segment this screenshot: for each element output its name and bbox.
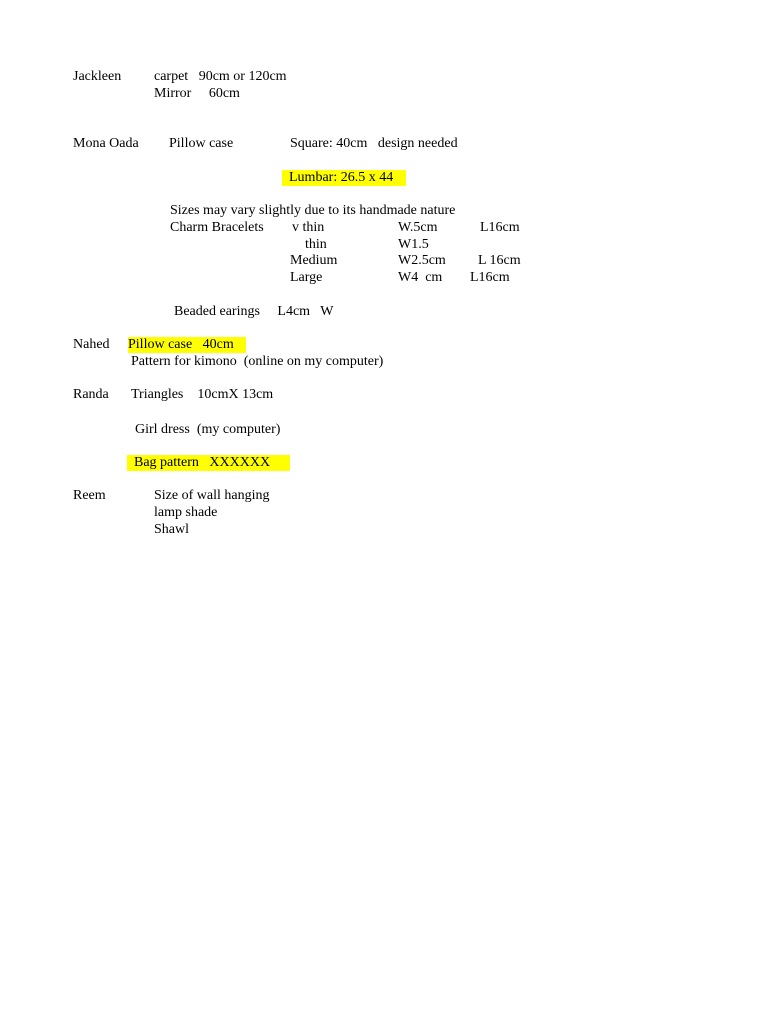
reem-shawl: Shawl — [154, 522, 189, 537]
name-mona-oada: Mona Oada — [73, 136, 139, 151]
charm-size-large: Large — [290, 270, 323, 285]
jackleen-mirror: Mirror 60cm — [154, 86, 240, 101]
randa-bag-pattern: Bag pattern XXXXXX — [127, 455, 290, 471]
nahed-pillow-case: Pillow case 40cm — [128, 337, 246, 353]
mona-handmade-note: Sizes may vary slightly due to its handmade nature — [170, 203, 456, 218]
beaded-earings: Beaded earings L4cm W — [174, 304, 334, 319]
name-jackleen: Jackleen — [73, 69, 122, 84]
reem-lamp-shade: lamp shade — [154, 505, 218, 520]
charm-bracelets-label: Charm Bracelets — [170, 220, 264, 235]
mona-square-size: Square: 40cm design needed — [290, 136, 458, 151]
randa-girl-dress: Girl dress (my computer) — [135, 422, 281, 437]
charm-length-medium: L 16cm — [478, 253, 521, 268]
reem-wall-hanging: Size of wall hanging — [154, 488, 270, 503]
charm-length-vthin: L16cm — [480, 220, 520, 235]
charm-width-vthin: W.5cm — [398, 220, 438, 235]
charm-size-thin: thin — [305, 237, 327, 252]
charm-width-medium: W2.5cm — [398, 253, 446, 268]
mona-lumbar-size: Lumbar: 26.5 x 44 — [282, 170, 406, 186]
charm-size-medium: Medium — [290, 253, 338, 268]
charm-width-thin: W1.5 — [398, 237, 429, 252]
charm-width-large: W4 cm — [398, 270, 443, 285]
name-nahed: Nahed — [73, 337, 110, 352]
randa-triangles: Triangles 10cmX 13cm — [131, 387, 274, 402]
name-reem: Reem — [73, 488, 106, 503]
charm-length-large: L16cm — [470, 270, 510, 285]
charm-size-vthin: v thin — [292, 220, 325, 235]
jackleen-carpet: carpet 90cm or 120cm — [154, 69, 287, 84]
name-randa: Randa — [73, 387, 109, 402]
mona-pillow-case: Pillow case — [169, 136, 234, 151]
nahed-kimono-pattern: Pattern for kimono (online on my computer) — [131, 354, 384, 369]
